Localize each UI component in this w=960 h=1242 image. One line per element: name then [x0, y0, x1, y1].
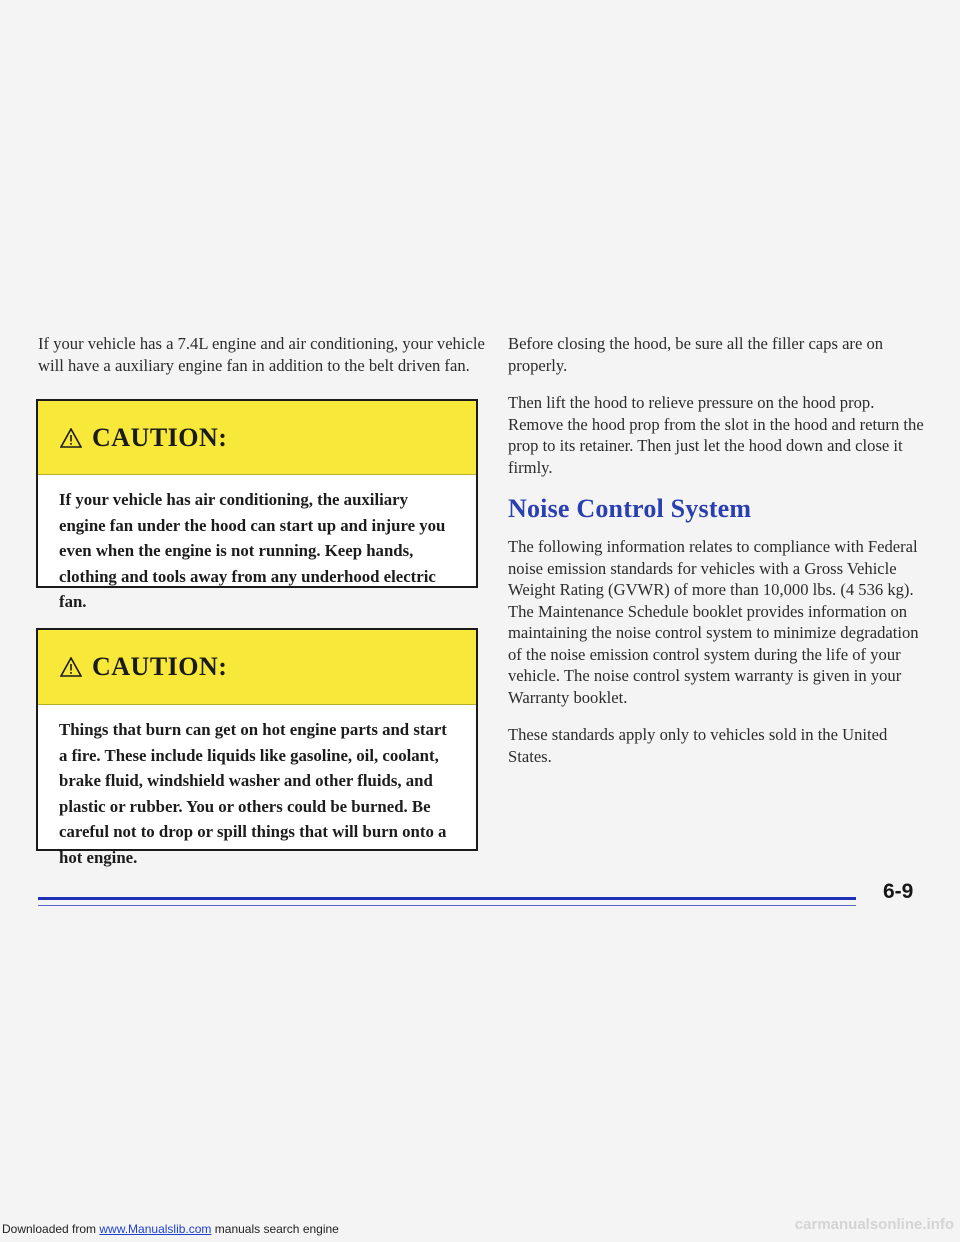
watermark-text: carmanualsonline.info: [794, 1216, 954, 1233]
manualslib-link[interactable]: www.Manualslib.com: [99, 1222, 212, 1236]
hood-closing-paragraph: Before closing the hood, be sure all the filler caps are on properly.: [508, 334, 884, 375]
page-number: 6-9: [883, 880, 914, 903]
footer-suffix: manuals search engine: [211, 1222, 339, 1236]
hood-prop-paragraph: Then lift the hood to relieve pressure on the hood prop. Remove the hood prop from the slot in the hood and return the prop to its retainer. Then just let the hood down and close it firmly.: [508, 393, 924, 477]
caution-title: CAUTION:: [92, 652, 228, 681]
caution-text: Things that burn can get on hot engine parts and start a fire. These include liquids like gasoline, oil, coolant, brake fluid, windshield washer and other fluids, and plastic or rubber. You or others could be burned. Be careful not to drop or spill things that will burn onto a hot engine.: [59, 720, 447, 867]
page-rule-thin: [38, 905, 856, 906]
caution-text: If your vehicle has air conditioning, the auxiliary engine fan under the hood can start up and injure you even when the engine is not running. Keep hands, clothing and tools away from any underhood electric fan.: [59, 490, 446, 611]
right-column: [508, 333, 928, 783]
caution-title: CAUTION:: [92, 422, 228, 452]
caution-header: [38, 401, 476, 475]
section-heading: Noise Control System: [508, 494, 752, 523]
warning-triangle-icon: [60, 657, 82, 677]
caution-box-fan: [36, 399, 478, 611]
noise-compliance-paragraph: The following information relates to compliance with Federal noise emission standards for vehicles with a Gross Vehicle Weight Rating (GVWR) of more than 10,000 lbs. (4 536 kg). The Maintenance Schedule booklet provides information on maintaining the noise control system to minimize degradation of the noise emission control system during the life of your vehicle. The noise control system warranty is given in your Warranty booklet.: [508, 537, 919, 707]
caution-box-fire: [36, 628, 478, 867]
standards-paragraph: These standards apply only to vehicles sold in the United States.: [508, 725, 888, 766]
warning-triangle-icon: [60, 428, 82, 448]
page-rule: [38, 897, 856, 900]
footer-prefix: Downloaded from: [2, 1222, 100, 1236]
intro-paragraph: If your vehicle has a 7.4L engine and air conditioning, your vehicle will have a auxiliary engine fan in addition to the belt driven fan.: [38, 334, 485, 375]
caution-header: [38, 630, 476, 705]
left-column: [38, 333, 488, 867]
download-footer: [2, 1222, 339, 1236]
